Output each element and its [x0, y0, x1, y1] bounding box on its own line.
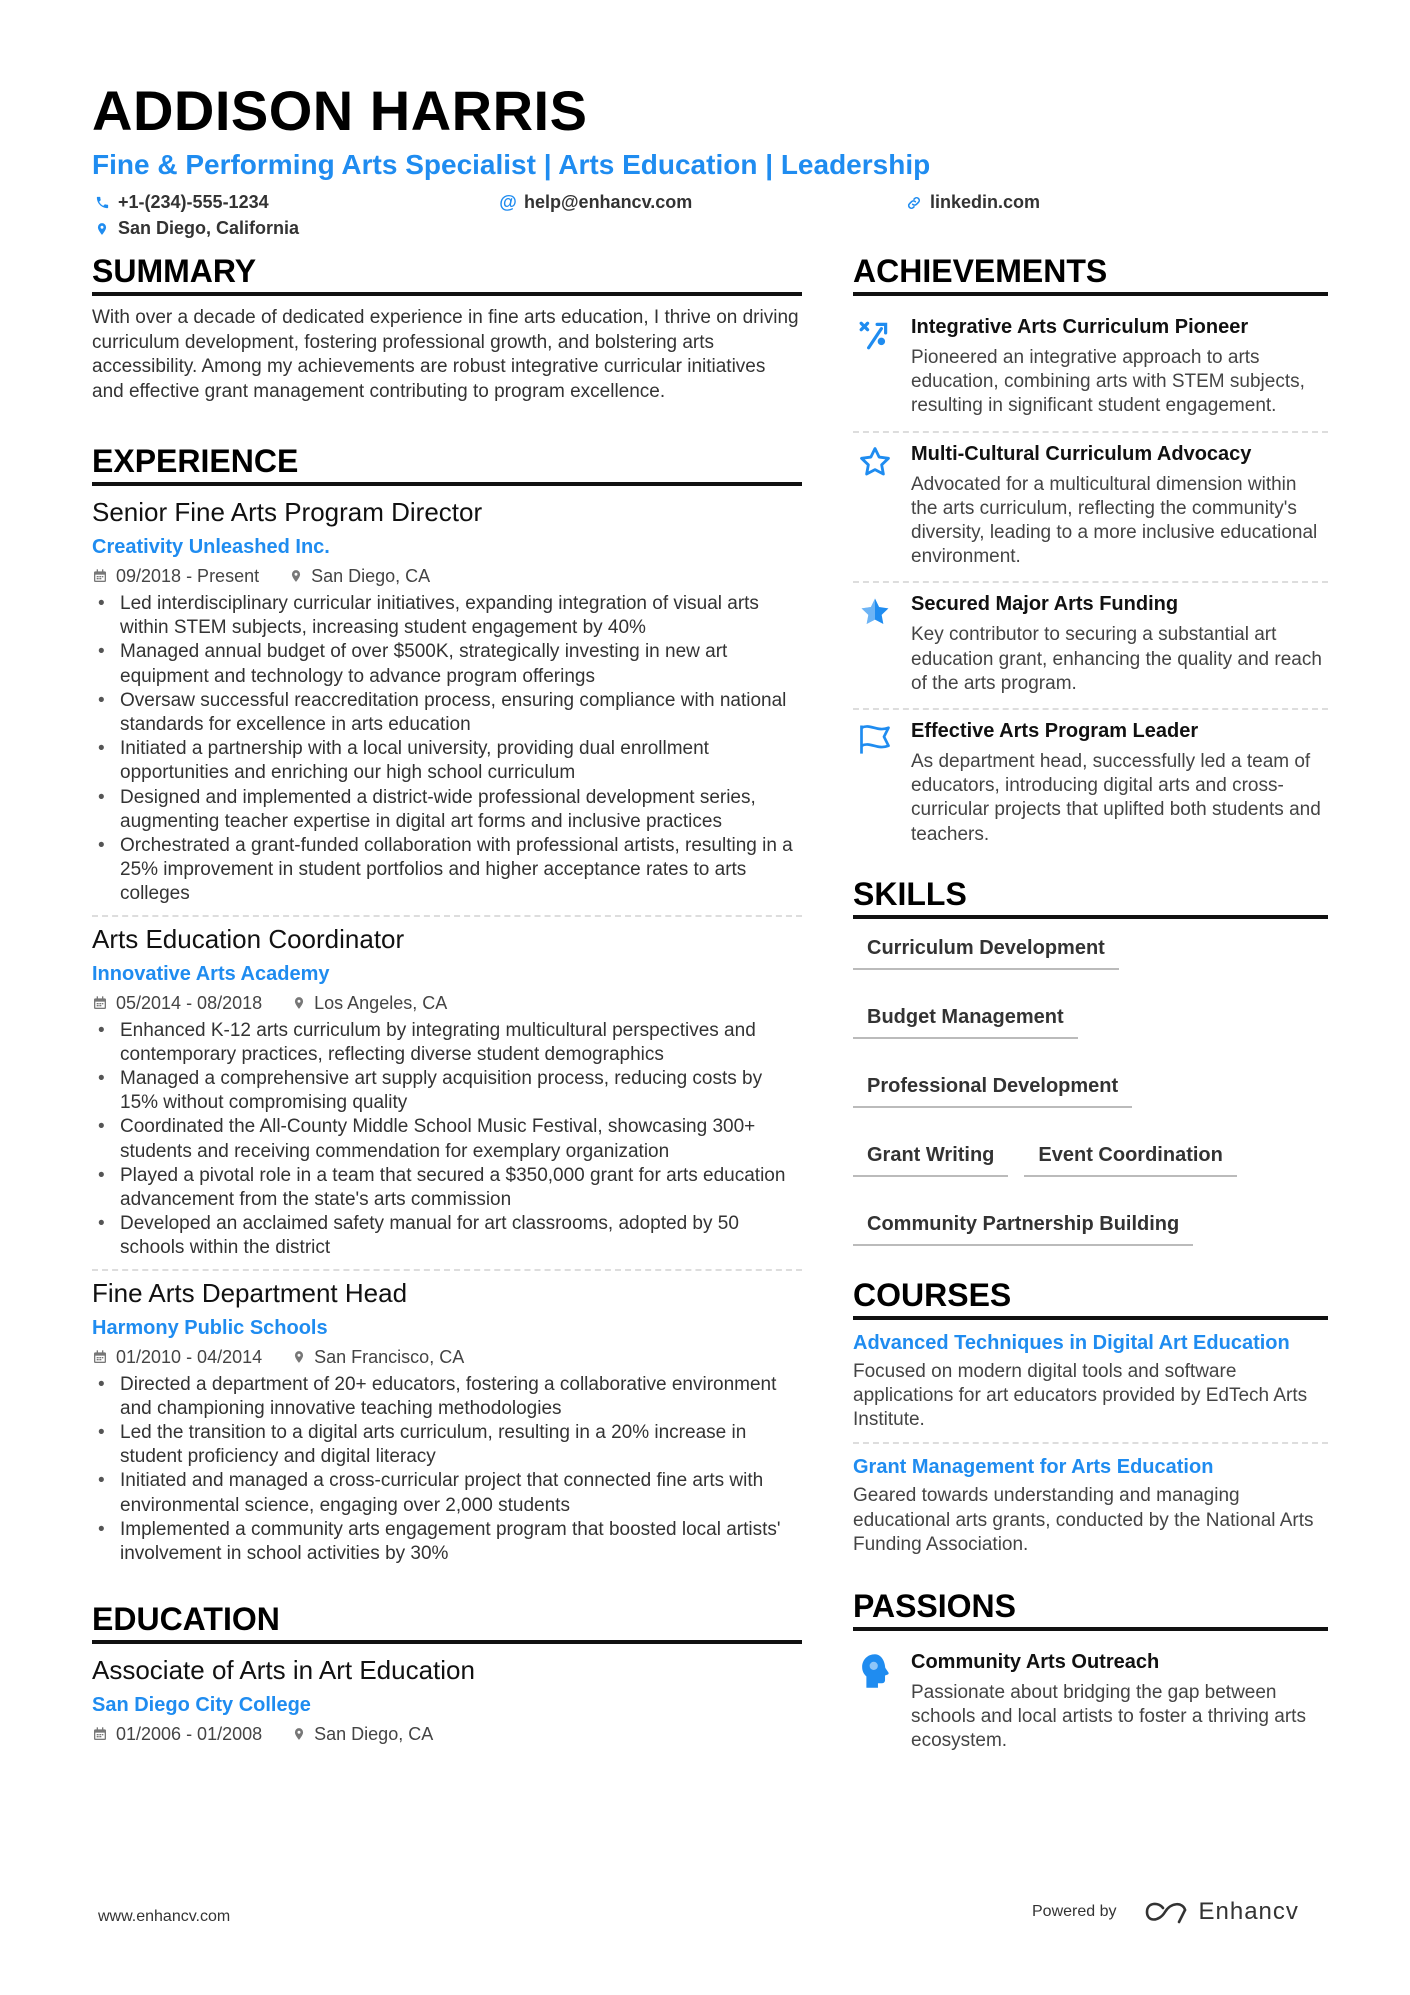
- skills-list: [853, 933, 1328, 1246]
- course-title: Grant Management for Arts Education: [853, 1456, 1214, 1479]
- passion-title: Community Arts Outreach: [911, 1651, 1160, 1674]
- email-text: help@enhancv.com: [524, 192, 693, 212]
- list-item: • Managed a comprehensive art supply acquisition process, reducing costs by 15% without compromising quality: [92, 1067, 802, 1115]
- right-column: [853, 252, 1328, 1766]
- achievement-title: Integrative Arts Curriculum Pioneer: [911, 316, 1249, 338]
- list-item: • Led the transition to a digital arts curriculum, resulting in a 20% increase in student proficiency and digital literacy: [92, 1421, 802, 1469]
- calendar-icon: [92, 1349, 108, 1365]
- passions-heading: PASSIONS: [853, 1587, 1328, 1631]
- achievement-item: [853, 306, 1328, 433]
- skill-tag: Community Partnership Building: [853, 1209, 1193, 1246]
- phone-text: +1-(234)-555-1234: [118, 192, 269, 212]
- candidate-name: ADDISON HARRIS: [92, 79, 588, 142]
- courses-heading: COURSES: [853, 1276, 1328, 1320]
- enhancv-logo[interactable]: [1143, 1898, 1299, 1926]
- location-pin-icon: [289, 568, 303, 584]
- job-meta: [92, 991, 802, 1015]
- course-item: [853, 1454, 1328, 1567]
- summary-heading: SUMMARY: [92, 252, 802, 296]
- course-desc: Focused on modern digital tools and software applications for art educators provided by EdTech Arts Institute.: [853, 1360, 1308, 1431]
- job-dates: 01/2010 - 04/2014: [116, 1346, 263, 1367]
- job-role: Fine Arts Department Head: [92, 1277, 408, 1308]
- job-company: Creativity Unleashed Inc.: [92, 536, 330, 558]
- location-pin-icon: [292, 995, 306, 1011]
- list-item: • Implemented a community arts engagement program that boosted local artists' involvement in school activities by 30%: [92, 1518, 802, 1566]
- job-meta: [92, 1345, 802, 1369]
- achievement-desc: Advocated for a multicultural dimension within the arts curriculum, reflecting the community's diversity, leading to a more inclusive educational environment.: [911, 473, 1318, 568]
- footer-website[interactable]: www.enhancv.com: [98, 1908, 231, 1925]
- course-item: [853, 1330, 1328, 1445]
- experience-entry: [92, 923, 802, 1271]
- location-text: San Diego, California: [118, 218, 300, 238]
- passion-desc: Passionate about bridging the gap between schools and local artists to foster a thriving arts ecosystem.: [911, 1682, 1306, 1752]
- list-item: • Oversaw successful reaccreditation process, ensuring compliance with national standards for excellence in arts education: [92, 689, 802, 737]
- job-bullets: [92, 1373, 802, 1567]
- list-item: • Played a pivotal role in a team that secured a $350,000 grant for arts education advancement from the state's arts commission: [92, 1164, 802, 1212]
- skill-tag: Curriculum Development: [853, 933, 1119, 970]
- passion-item: [853, 1641, 1328, 1766]
- job-role: Arts Education Coordinator: [92, 923, 405, 954]
- education-school: San Diego City College: [92, 1694, 311, 1717]
- experience-entry: [92, 1277, 802, 1575]
- linkedin-text: linkedin.com: [930, 192, 1041, 212]
- course-desc: Geared towards understanding and managing educational arts grants, conducted by the National Arts Funding Association.: [853, 1485, 1314, 1555]
- job-bullets: [92, 1019, 802, 1261]
- head-profile-icon: [859, 1653, 891, 1689]
- job-location: San Diego, CA: [311, 566, 431, 586]
- at-icon: @: [499, 192, 517, 212]
- contact-linkedin[interactable]: [906, 192, 1040, 213]
- list-item: • Initiated a partnership with a local university, providing dual enrollment opportunities and enriching our high school curriculum: [92, 737, 802, 785]
- achievement-title: Effective Arts Program Leader: [911, 720, 1199, 743]
- contact-email[interactable]: [500, 192, 692, 213]
- summary-text: With over a decade of dedicated experience in fine arts education, I thrive on driving curriculum development, fostering professional growth, and bolstering arts accessibility. Among my achievements are robust integrative curricular initiatives and effective grant management contributing to program excellence.: [92, 307, 799, 402]
- achievement-title: Secured Major Arts Funding: [911, 593, 1179, 616]
- job-dates: 09/2018 - Present: [116, 566, 260, 586]
- achievement-title: Multi-Cultural Curriculum Advocacy: [911, 442, 1252, 465]
- skill-tag: Professional Development: [853, 1071, 1132, 1108]
- list-item: • Led interdisciplinary curricular initiatives, expanding integration of visual arts within STEM subjects, increasing student engagement by 40%: [92, 592, 802, 640]
- job-location: Los Angeles, CA: [314, 992, 448, 1013]
- education-meta: [92, 1722, 802, 1746]
- list-item: • Managed annual budget of over $500K, strategically investing in new art equipment and technology to advance program offerings: [92, 640, 802, 688]
- experience-heading: EXPERIENCE: [92, 442, 802, 486]
- achievement-desc: Key contributor to securing a substantial art education grant, enhancing the quality and reach of the arts program.: [911, 624, 1322, 694]
- education-location: San Diego, CA: [314, 1724, 434, 1745]
- list-item: • Coordinated the All-County Middle School Music Festival, showcasing 300+ students and receiving commendation for exemplary organization: [92, 1115, 802, 1163]
- education-heading: EDUCATION: [92, 1600, 802, 1644]
- link-icon: [906, 195, 922, 211]
- list-item: • Directed a department of 20+ educators, fostering a collaborative environment and championing innovative teaching methodologies: [92, 1373, 802, 1421]
- list-item: • Designed and implemented a district-wide professional development series, augmenting teacher expertise in digital art forms and inclusive practices: [92, 786, 802, 834]
- location-pin-icon: [94, 221, 110, 237]
- contact-phone[interactable]: [94, 192, 269, 213]
- achievement-desc: Pioneered an integrative approach to arts education, combining arts with STEM subjects, resulting in significant student engagement.: [911, 347, 1305, 417]
- achievement-item: [853, 710, 1328, 859]
- achievements-heading: ACHIEVEMENTS: [853, 252, 1328, 296]
- job-role: Senior Fine Arts Program Director: [92, 497, 483, 527]
- calendar-icon: [92, 568, 108, 584]
- location-pin-icon: [292, 1349, 306, 1365]
- skills-heading: SKILLS: [853, 875, 1328, 919]
- achievement-desc: As department head, successfully led a team of educators, introducing digital arts and cross-curricular projects that uplifted both students and teachers.: [911, 751, 1321, 845]
- education-dates: 01/2006 - 01/2008: [116, 1724, 263, 1745]
- list-item: • Orchestrated a grant-funded collaboration with professional artists, resulting in a 25% improvement in student portfolios and higher acceptance rates to arts colleges: [92, 834, 802, 907]
- enhancv-logo-icon: [1143, 1900, 1189, 1924]
- enhancv-brand-text: Enhancv: [1198, 1898, 1299, 1925]
- job-bullets: [92, 592, 802, 907]
- job-dates: 05/2014 - 08/2018: [116, 992, 263, 1013]
- list-item: • Enhanced K-12 arts curriculum by integrating multicultural perspectives and contemporary practices, reflecting diverse student demographics: [92, 1019, 802, 1067]
- skill-tag: Event Coordination: [1024, 1140, 1236, 1177]
- achievement-item: [853, 433, 1328, 584]
- job-company: Innovative Arts Academy: [92, 962, 330, 985]
- left-column: [92, 252, 802, 1746]
- contact-info: [92, 186, 1332, 244]
- calendar-icon: [92, 995, 108, 1011]
- job-location: San Francisco, CA: [314, 1346, 465, 1367]
- achievement-item: [853, 583, 1328, 710]
- list-item: • Initiated and managed a cross-curricular project that connected fine arts with environmental science, engaging over 2,000 students: [92, 1469, 802, 1517]
- flag-icon: [857, 722, 893, 756]
- experience-entry: [92, 496, 802, 917]
- footer-branding: [1032, 1898, 1299, 1926]
- job-company: Harmony Public Schools: [92, 1316, 328, 1339]
- list-item: • Developed an acclaimed safety manual for art classrooms, adopted by 50 schools within the district: [92, 1212, 802, 1260]
- resume-header: [92, 78, 1332, 244]
- contact-location: [94, 218, 299, 239]
- course-title: Advanced Techniques in Digital Art Education: [853, 1331, 1290, 1354]
- star-filled-icon: [858, 595, 892, 629]
- skill-tag: Budget Management: [853, 1002, 1078, 1039]
- education-degree: Associate of Arts in Art Education: [92, 1655, 475, 1686]
- calendar-icon: [92, 1726, 108, 1742]
- job-meta: [92, 564, 802, 588]
- powered-by-text: Powered by: [1032, 1903, 1117, 1920]
- location-pin-icon: [292, 1726, 306, 1742]
- education-section: [92, 1600, 802, 1746]
- phone-icon: [94, 195, 110, 211]
- candidate-tagline: Fine & Performing Arts Specialist | Arts Education | Leadership: [92, 149, 931, 180]
- skill-tag: Grant Writing: [853, 1140, 1008, 1177]
- star-outline-icon: [858, 445, 892, 479]
- magic-wand-icon: [858, 318, 892, 352]
